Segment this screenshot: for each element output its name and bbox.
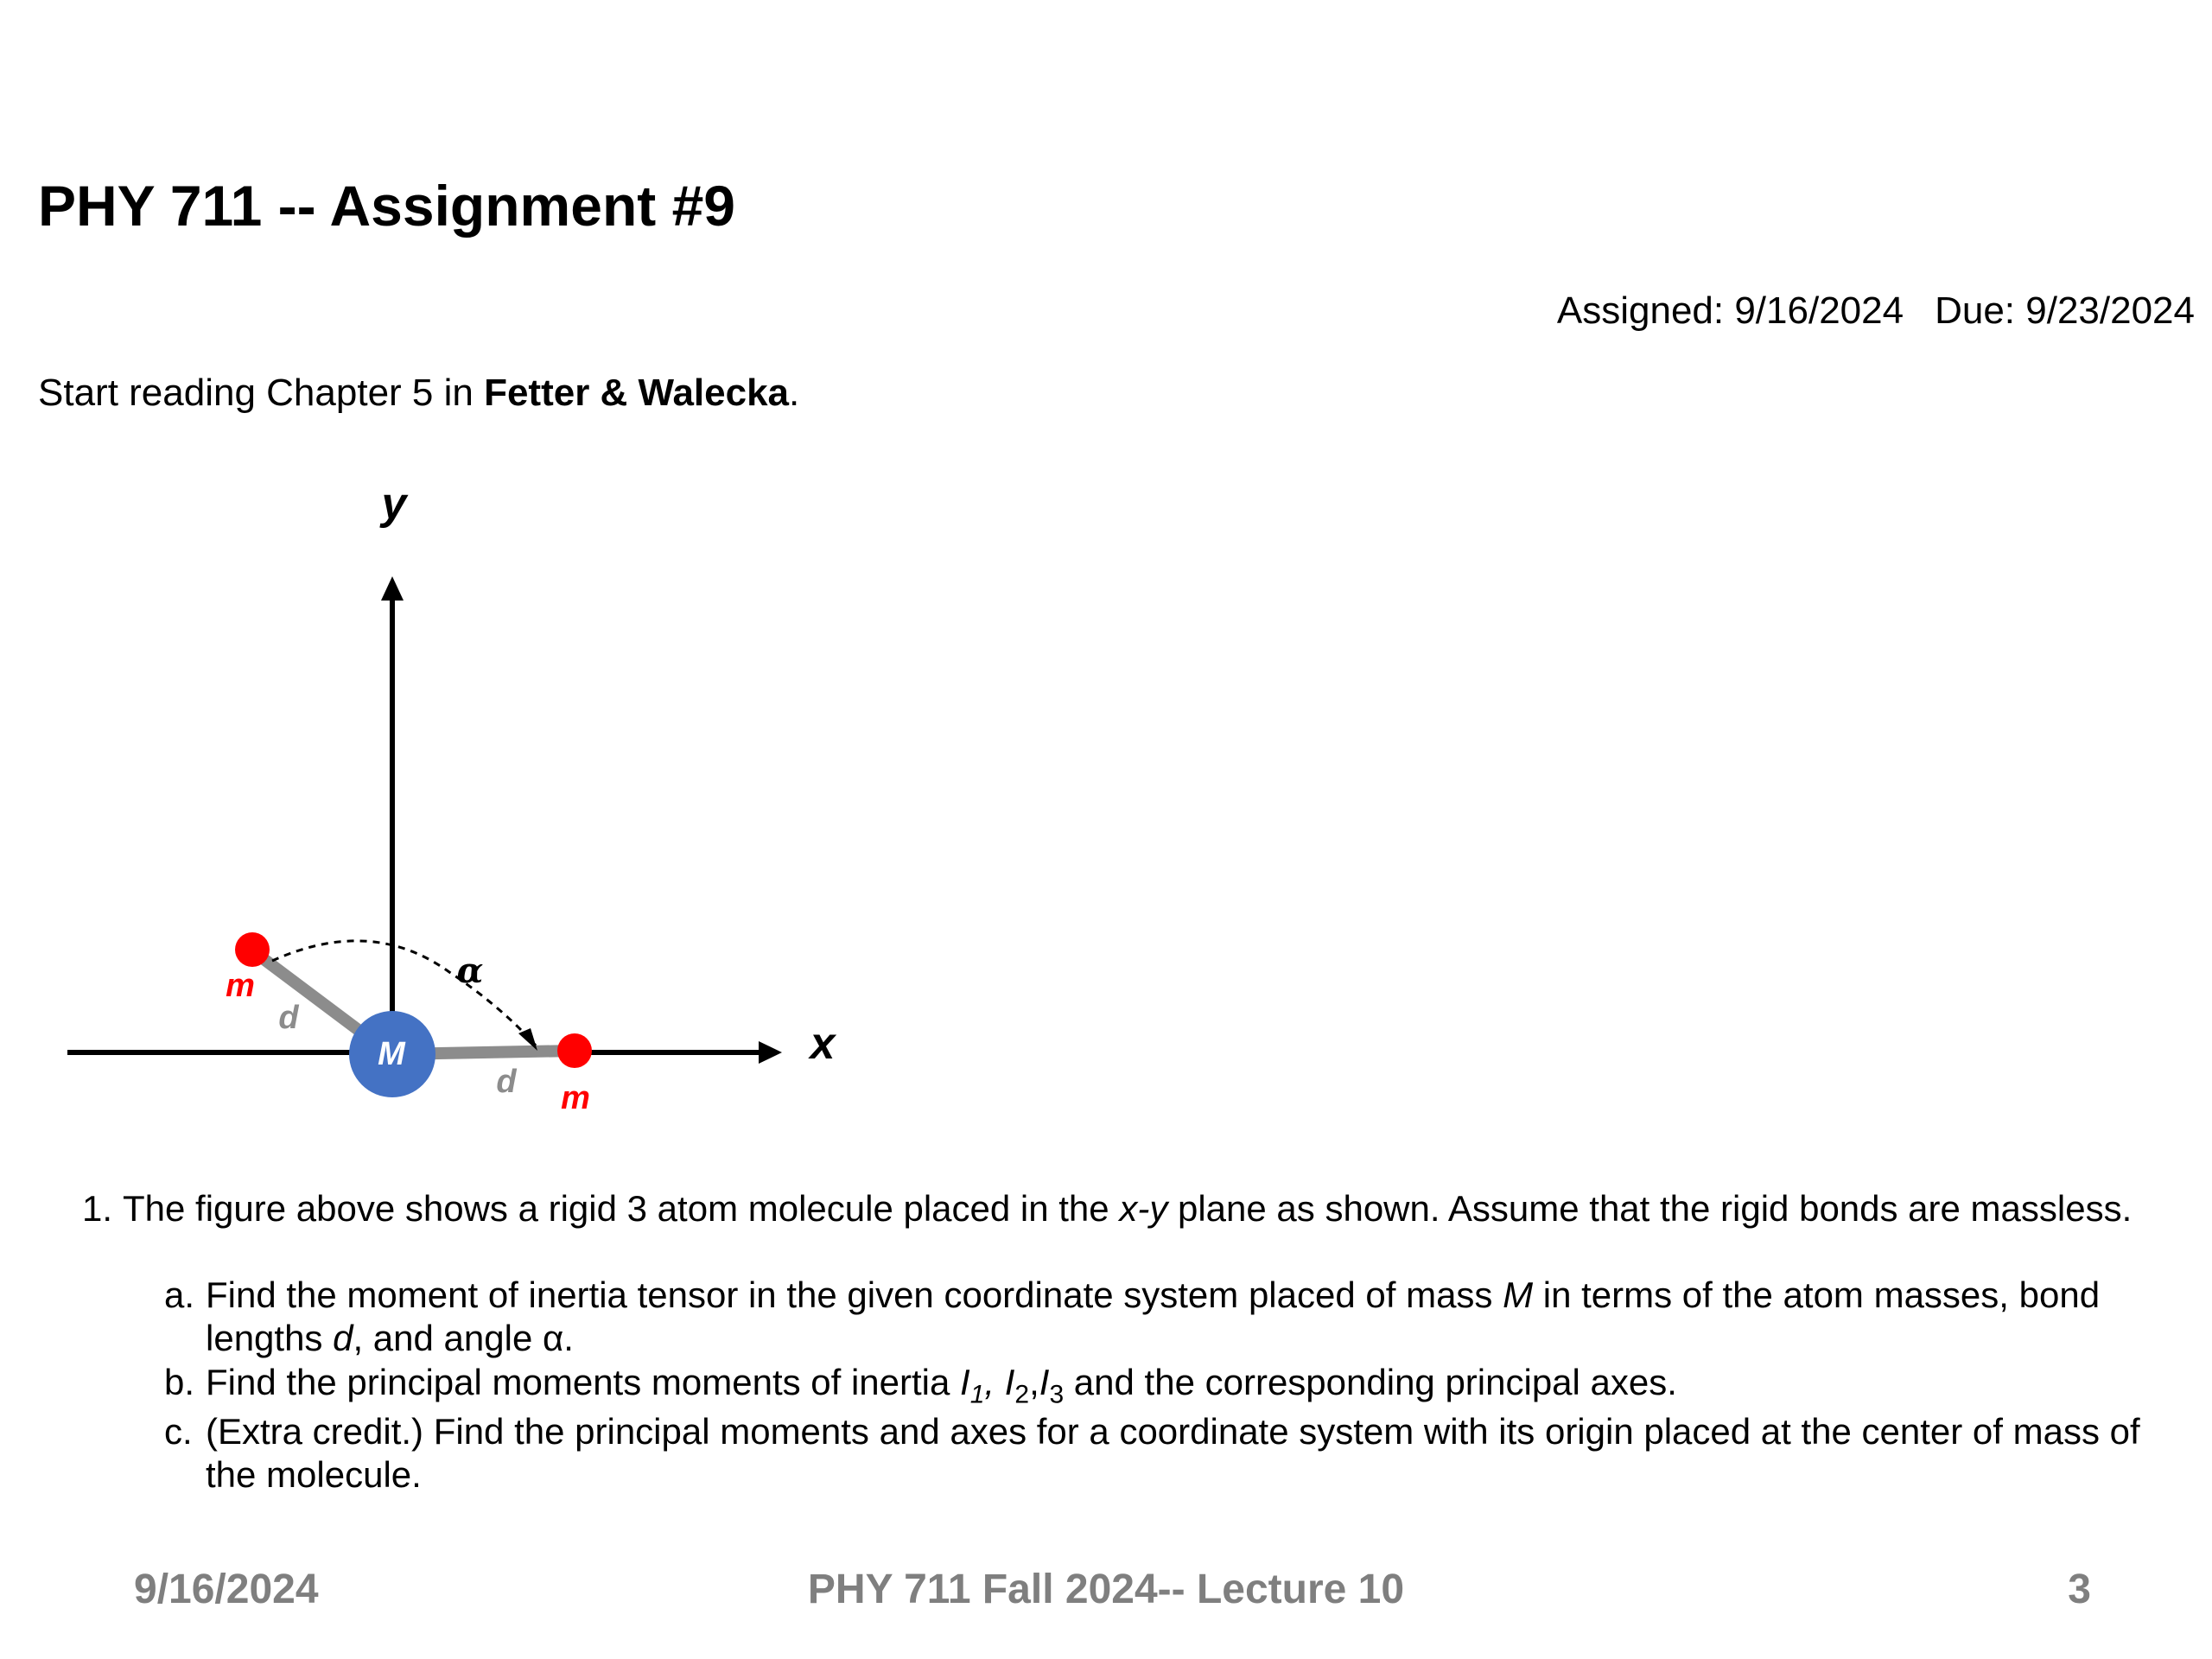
inertia-subscript: 3 bbox=[1049, 1380, 1065, 1409]
x-axis-label: x bbox=[810, 1019, 836, 1069]
right-mass-atom bbox=[557, 1033, 592, 1068]
right-mass-label: m bbox=[561, 1080, 590, 1116]
subquestion-text bbox=[206, 1361, 2184, 1409]
q1b-text-part: and the corresponding principal axes. bbox=[1064, 1362, 1677, 1402]
separator: , bbox=[1029, 1362, 1039, 1402]
footer-page-number: 3 bbox=[2068, 1567, 2091, 1612]
angle-label: α bbox=[456, 950, 484, 991]
subquestion-label: b. bbox=[164, 1362, 195, 1402]
inertia-symbol: I bbox=[960, 1362, 970, 1402]
q1a-text-part: in terms of the atom masses, bond lengths bbox=[206, 1274, 2101, 1358]
question-text bbox=[123, 1187, 2179, 1230]
inertia-symbol: I bbox=[1004, 1362, 1015, 1402]
question-number: 1. bbox=[82, 1188, 113, 1229]
x-axis-arrowhead bbox=[759, 1041, 782, 1064]
subquestion-text: (Extra credit.) Find the principal moments and axes for a coordinate system with its origin placed at the center of mass of the molecule. bbox=[206, 1411, 2140, 1495]
subquestion-label: c. bbox=[164, 1411, 193, 1452]
footer-date: 9/16/2024 bbox=[134, 1567, 319, 1612]
center-mass-label: M bbox=[378, 1036, 405, 1072]
reading-book: Fetter & Walecka bbox=[484, 372, 790, 414]
q1b-text-part: Find the principal moments moments of inertia bbox=[206, 1362, 961, 1402]
left-bond-label: d bbox=[278, 1000, 299, 1036]
inertia-subscript: 2 bbox=[1014, 1380, 1030, 1409]
page-title: PHY 711 -- Assignment #9 bbox=[38, 174, 735, 238]
q1-italic-xy: x-y bbox=[1119, 1188, 1168, 1229]
right-bond-label: d bbox=[496, 1064, 517, 1100]
q1a-text-part: , and angle α. bbox=[353, 1318, 574, 1358]
y-axis-arrowhead bbox=[381, 576, 404, 601]
assignment-dates bbox=[1557, 289, 2195, 333]
subquestion-text bbox=[206, 1274, 2184, 1360]
separator: , bbox=[984, 1362, 1005, 1402]
q1-text-part: plane as shown. Assume that the rigid bonds are massless. bbox=[1167, 1188, 2133, 1229]
q1a-italic-m: M bbox=[1503, 1274, 1534, 1315]
y-axis-label: y bbox=[381, 479, 407, 529]
q1a-text-part: Find the moment of inertia tensor in the given coordinate system placed of mass bbox=[206, 1274, 1503, 1315]
inertia-subscript: 1 bbox=[969, 1380, 985, 1409]
reading-instruction bbox=[38, 372, 799, 415]
left-mass-label: m bbox=[226, 968, 255, 1004]
reading-suffix: . bbox=[789, 372, 800, 414]
due-date: Due: 9/23/2024 bbox=[1935, 289, 2195, 332]
q1-text-part: The figure above shows a rigid 3 atom molecule placed in the bbox=[123, 1188, 1120, 1229]
assigned-date: Assigned: 9/16/2024 bbox=[1556, 289, 1904, 332]
left-mass-atom bbox=[235, 932, 270, 967]
footer-course: PHY 711 Fall 2024-- Lecture 10 bbox=[807, 1567, 1405, 1612]
subquestion-label: a. bbox=[164, 1274, 195, 1315]
reading-prefix: Start reading Chapter 5 in bbox=[38, 372, 485, 414]
molecule-figure bbox=[0, 467, 881, 1141]
q1a-italic-d: d bbox=[333, 1318, 353, 1358]
inertia-symbol: I bbox=[1039, 1362, 1050, 1402]
